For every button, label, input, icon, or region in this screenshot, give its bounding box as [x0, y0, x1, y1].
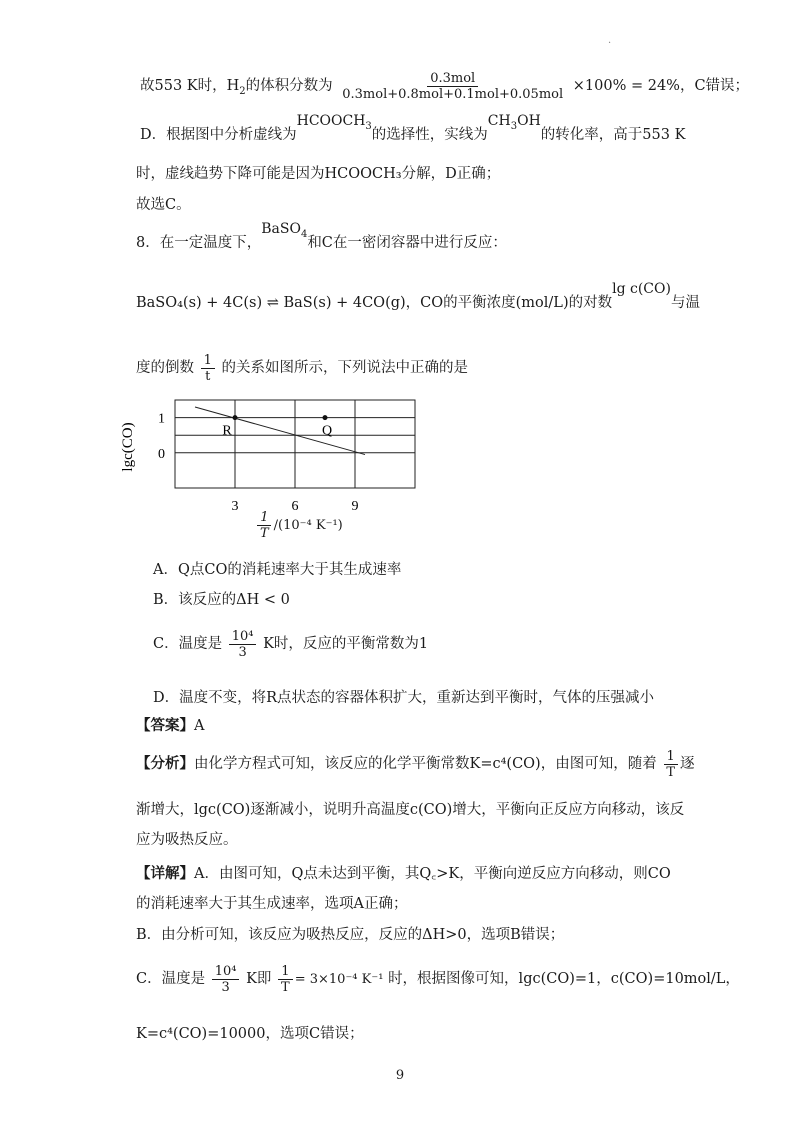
detail-line-2: 的消耗速率大于其生成速率，选项A正确； [136, 896, 408, 912]
page-number: 9 [395, 1068, 405, 1083]
option-c: C．温度是 $\frac{\text{10⁴}}{3}$ K时，反应的平衡常数为1 [153, 628, 429, 660]
detail-line-3: B．由分析可知，该反应为吸热反应，反应的ΔH>0，选项B错误； [136, 927, 565, 943]
option-a: A．Q点CO的消耗速率大于其生成速率 [153, 562, 402, 578]
formula-baso4: BaSO$_4$ [261, 221, 308, 240]
x-tick-label: 3 [231, 499, 239, 514]
reciprocal-t: $\frac{1}{t}$ [201, 353, 215, 384]
x-tick-label: 6 [291, 499, 299, 514]
point-q [323, 415, 328, 420]
option-d: D．温度不变，将R点状态的容器体积扩大，重新达到平衡时，气体的压强减小 [153, 690, 655, 706]
text: 的体积分数为 [245, 78, 333, 94]
reaction-equation: BaSO₄(s) + 4C(s) ⇌ BaS(s) + 4CO(g) [136, 295, 406, 311]
solution-line-3: 时，虚线趋势下降可能是因为HCOOCH₃分解，D正确； [136, 166, 501, 182]
solution-line-4: 故选C。 [136, 197, 191, 213]
subscript: 2 [239, 85, 246, 97]
x-tick-label: 9 [351, 499, 359, 514]
point-r [233, 415, 238, 420]
question-8-line-3: 度的倒数 $\frac{1}{t}$ 的关系如图所示，下列说法中正确的是 [136, 352, 468, 384]
solution-line-1 [140, 66, 749, 112]
question-8-stem: 8．在一定温度下，BaSO$_4$和C在一密闭容器中进行反应： [136, 221, 507, 251]
detail-line-5: K=c⁴(CO)=10000，选项C错误； [136, 1026, 364, 1042]
text: D．根据图中分析虚线为 [140, 127, 297, 143]
text: 的转化率，高于553 K [540, 127, 686, 143]
option-b: B．该反应的ΔH < 0 [153, 592, 290, 608]
volume-fraction [339, 71, 566, 102]
x-axis-label: $\frac{1}{T}$ /(10⁻⁴ K⁻¹) [255, 508, 343, 543]
y-tick-label: 0 [158, 446, 165, 462]
detail-line-4: C．温度是 $\frac{\text{10⁴}}{3}$ K即 $\frac{1}{T}$ = 3×10⁻⁴ K⁻¹ 时，根据图像可知，lgc(CO)=1，c(CO)=10mol/L， [136, 963, 740, 995]
text: 故553 K时，H [140, 78, 240, 94]
y-tick-label: 1 [158, 411, 165, 427]
analysis-line-3: 应为吸热反应。 [136, 832, 238, 848]
y-axis-label: lgc(CO) [120, 422, 136, 472]
point-label-q: Q [321, 423, 333, 439]
formula-ch3oh: $CH_3OH$ [487, 113, 541, 132]
solution-line-2 [140, 113, 686, 156]
point-label-r: R [222, 423, 232, 439]
formula-hcooch3: $HCOOCH_3$ [296, 113, 372, 132]
text: ×100% = 24%，C错误； [572, 78, 750, 94]
fraction-denominator: 0.3mol+0.8mol+0.1mol+0.05mol [342, 86, 564, 102]
corner-mark: · [608, 38, 612, 49]
equilibrium-line [195, 407, 365, 455]
analysis-line-1: 【分析】由化学方程式可知，该反应的化学平衡常数K=c⁴(CO)，由图可知，随着 $\frac{1}{T}$ 逐 [136, 748, 695, 780]
fraction-numerator: 0.3mol [427, 71, 478, 87]
formula-lgc: lg c(CO) [612, 281, 671, 297]
detail-line-1: 【详解】A．由图可知，Q点未达到平衡，其Q꜀>K，平衡向逆反应方向移动，则CO [136, 865, 671, 882]
answer: 【答案】A [136, 717, 205, 734]
analysis-line-2: 渐增大，lgc(CO)逐渐减小，说明升高温度c(CO)增大，平衡向正反应方向移动，该反 [136, 802, 685, 818]
reaction-equation-line: BaSO₄(s) + 4C(s) ⇌ BaS(s) + 4CO(g)，CO的平衡浓度(mol/L)的对数lg c(CO)与温 [136, 281, 700, 311]
chart-grid [175, 400, 415, 488]
text: 的选择性，实线为 [371, 127, 488, 143]
